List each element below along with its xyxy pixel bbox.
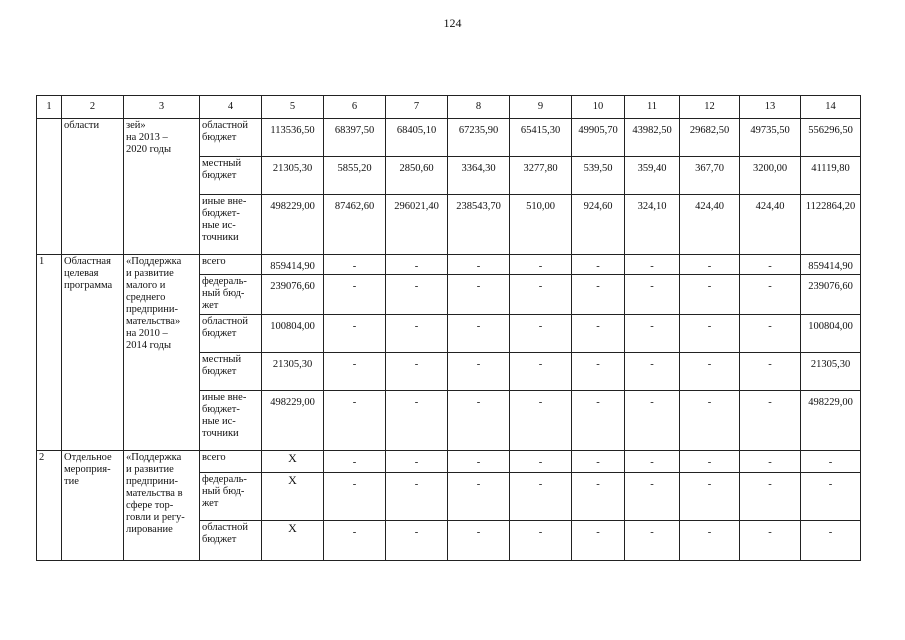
table-row bbox=[37, 451, 861, 473]
value-cell: 539,50 bbox=[572, 157, 625, 195]
value-cell: Х bbox=[262, 473, 324, 521]
value-cell: - bbox=[740, 521, 801, 561]
value-cell: - bbox=[680, 473, 740, 521]
value-cell: - bbox=[740, 353, 801, 391]
value-cell: - bbox=[572, 521, 625, 561]
value-cell: - bbox=[680, 451, 740, 473]
value-cell: - bbox=[740, 451, 801, 473]
row-header-col3: «Поддержка и развитие малого и среднего предприни- мательства» на 2010 – 2014 годы bbox=[124, 255, 200, 451]
value-cell: 367,70 bbox=[680, 157, 740, 195]
value-cell: - bbox=[801, 521, 861, 561]
value-cell: - bbox=[625, 521, 680, 561]
budget-source-label: федераль- ный бюд- жет bbox=[200, 473, 262, 521]
value-cell: 238543,70 bbox=[448, 195, 510, 255]
row-header-col1: 1 bbox=[37, 255, 62, 451]
value-cell: - bbox=[324, 473, 386, 521]
value-cell: - bbox=[625, 473, 680, 521]
value-cell: - bbox=[572, 451, 625, 473]
budget-source-label: иные вне- бюджет- ные ис- точники bbox=[200, 391, 262, 451]
column-number-header: 4 bbox=[200, 96, 262, 119]
value-cell: 424,40 bbox=[740, 195, 801, 255]
value-cell: - bbox=[680, 255, 740, 275]
value-cell: 68397,50 bbox=[324, 119, 386, 157]
column-number-header: 2 bbox=[62, 96, 124, 119]
value-cell: - bbox=[572, 315, 625, 353]
value-cell: 498229,00 bbox=[262, 391, 324, 451]
value-cell: - bbox=[386, 391, 448, 451]
value-cell: 510,00 bbox=[510, 195, 572, 255]
value-cell: - bbox=[625, 353, 680, 391]
value-cell: - bbox=[448, 521, 510, 561]
value-cell: - bbox=[324, 521, 386, 561]
column-number-header: 7 bbox=[386, 96, 448, 119]
row-header-col1: 2 bbox=[37, 451, 62, 561]
value-cell: 3200,00 bbox=[740, 157, 801, 195]
value-cell: - bbox=[324, 391, 386, 451]
value-cell: 239076,60 bbox=[262, 275, 324, 315]
value-cell: 556296,50 bbox=[801, 119, 861, 157]
column-number-header: 10 bbox=[572, 96, 625, 119]
value-cell: 100804,00 bbox=[801, 315, 861, 353]
column-number-header: 8 bbox=[448, 96, 510, 119]
header-row bbox=[37, 96, 861, 119]
value-cell: 68405,10 bbox=[386, 119, 448, 157]
value-cell: 5855,20 bbox=[324, 157, 386, 195]
value-cell: 859414,90 bbox=[801, 255, 861, 275]
value-cell: 29682,50 bbox=[680, 119, 740, 157]
budget-source-label: всего bbox=[200, 451, 262, 473]
value-cell: - bbox=[386, 275, 448, 315]
value-cell: 239076,60 bbox=[801, 275, 861, 315]
budget-source-label: местный бюджет bbox=[200, 353, 262, 391]
budget-source-label: всего bbox=[200, 255, 262, 275]
value-cell: - bbox=[680, 521, 740, 561]
column-number-header: 14 bbox=[801, 96, 861, 119]
value-cell: 21305,30 bbox=[801, 353, 861, 391]
page-number: 124 bbox=[443, 16, 462, 30]
value-cell: - bbox=[510, 521, 572, 561]
value-cell: - bbox=[625, 391, 680, 451]
value-cell: 498229,00 bbox=[801, 391, 861, 451]
value-cell: - bbox=[625, 255, 680, 275]
value-cell: - bbox=[740, 275, 801, 315]
value-cell: - bbox=[324, 255, 386, 275]
value-cell: - bbox=[324, 451, 386, 473]
value-cell: 67235,90 bbox=[448, 119, 510, 157]
value-cell: - bbox=[510, 353, 572, 391]
value-cell: - bbox=[510, 391, 572, 451]
value-cell: Х bbox=[262, 451, 324, 473]
column-number-header: 13 bbox=[740, 96, 801, 119]
value-cell: 21305,30 bbox=[262, 353, 324, 391]
value-cell: - bbox=[324, 315, 386, 353]
value-cell: - bbox=[680, 391, 740, 451]
budget-source-label: областной бюджет bbox=[200, 315, 262, 353]
column-number-header: 11 bbox=[625, 96, 680, 119]
value-cell: - bbox=[386, 473, 448, 521]
value-cell: - bbox=[448, 353, 510, 391]
value-cell: - bbox=[572, 353, 625, 391]
value-cell: - bbox=[510, 451, 572, 473]
budget-source-label: местный бюджет bbox=[200, 157, 262, 195]
value-cell: - bbox=[448, 275, 510, 315]
budget-table bbox=[36, 95, 861, 561]
value-cell: 49735,50 bbox=[740, 119, 801, 157]
value-cell: 924,60 bbox=[572, 195, 625, 255]
value-cell: 424,40 bbox=[680, 195, 740, 255]
value-cell: 324,10 bbox=[625, 195, 680, 255]
value-cell: - bbox=[572, 391, 625, 451]
value-cell: 100804,00 bbox=[262, 315, 324, 353]
value-cell: - bbox=[625, 275, 680, 315]
value-cell: 43982,50 bbox=[625, 119, 680, 157]
table-row bbox=[37, 119, 861, 157]
value-cell: - bbox=[510, 315, 572, 353]
value-cell: Х bbox=[262, 521, 324, 561]
value-cell: 2850,60 bbox=[386, 157, 448, 195]
row-header-col2: области bbox=[62, 119, 124, 255]
column-number-header: 9 bbox=[510, 96, 572, 119]
value-cell: 498229,00 bbox=[262, 195, 324, 255]
value-cell: - bbox=[740, 315, 801, 353]
value-cell: - bbox=[448, 315, 510, 353]
value-cell: 1122864,20 bbox=[801, 195, 861, 255]
value-cell: - bbox=[448, 451, 510, 473]
value-cell: 65415,30 bbox=[510, 119, 572, 157]
value-cell: - bbox=[740, 473, 801, 521]
value-cell: - bbox=[386, 315, 448, 353]
column-number-header: 1 bbox=[37, 96, 62, 119]
value-cell: - bbox=[448, 255, 510, 275]
value-cell: - bbox=[386, 353, 448, 391]
value-cell: - bbox=[386, 451, 448, 473]
row-header-col1 bbox=[37, 119, 62, 255]
value-cell: - bbox=[324, 275, 386, 315]
value-cell: 296021,40 bbox=[386, 195, 448, 255]
column-number-header: 5 bbox=[262, 96, 324, 119]
value-cell: - bbox=[740, 391, 801, 451]
value-cell: - bbox=[625, 315, 680, 353]
value-cell: 3277,80 bbox=[510, 157, 572, 195]
value-cell: - bbox=[572, 255, 625, 275]
value-cell: - bbox=[510, 473, 572, 521]
value-cell: 359,40 bbox=[625, 157, 680, 195]
value-cell: - bbox=[680, 275, 740, 315]
value-cell: - bbox=[448, 473, 510, 521]
value-cell: - bbox=[801, 473, 861, 521]
row-header-col3: зей» на 2013 – 2020 годы bbox=[124, 119, 200, 255]
value-cell: - bbox=[510, 275, 572, 315]
value-cell: - bbox=[510, 255, 572, 275]
value-cell: - bbox=[324, 353, 386, 391]
budget-source-label: областной бюджет bbox=[200, 119, 262, 157]
budget-source-label: федераль- ный бюд- жет bbox=[200, 275, 262, 315]
value-cell: - bbox=[386, 255, 448, 275]
value-cell: - bbox=[572, 473, 625, 521]
table-body bbox=[37, 96, 861, 561]
value-cell: - bbox=[801, 451, 861, 473]
value-cell: - bbox=[680, 315, 740, 353]
value-cell: - bbox=[680, 353, 740, 391]
value-cell: - bbox=[740, 255, 801, 275]
value-cell: 87462,60 bbox=[324, 195, 386, 255]
value-cell: 113536,50 bbox=[262, 119, 324, 157]
row-header-col2: Отдельное мероприя- тие bbox=[62, 451, 124, 561]
column-number-header: 12 bbox=[680, 96, 740, 119]
value-cell: 859414,90 bbox=[262, 255, 324, 275]
budget-source-label: иные вне- бюджет- ные ис- точники bbox=[200, 195, 262, 255]
value-cell: - bbox=[448, 391, 510, 451]
value-cell: 21305,30 bbox=[262, 157, 324, 195]
column-number-header: 3 bbox=[124, 96, 200, 119]
value-cell: - bbox=[572, 275, 625, 315]
value-cell: - bbox=[386, 521, 448, 561]
value-cell: 49905,70 bbox=[572, 119, 625, 157]
value-cell: - bbox=[625, 451, 680, 473]
value-cell: 3364,30 bbox=[448, 157, 510, 195]
value-cell: 41119,80 bbox=[801, 157, 861, 195]
table-row bbox=[37, 255, 861, 275]
row-header-col3: «Поддержка и развитие предприни- мательства в сфере тор- говли и регу- лирование bbox=[124, 451, 200, 561]
budget-source-label: областной бюджет bbox=[200, 521, 262, 561]
column-number-header: 6 bbox=[324, 96, 386, 119]
row-header-col2: Областная целевая программа bbox=[62, 255, 124, 451]
